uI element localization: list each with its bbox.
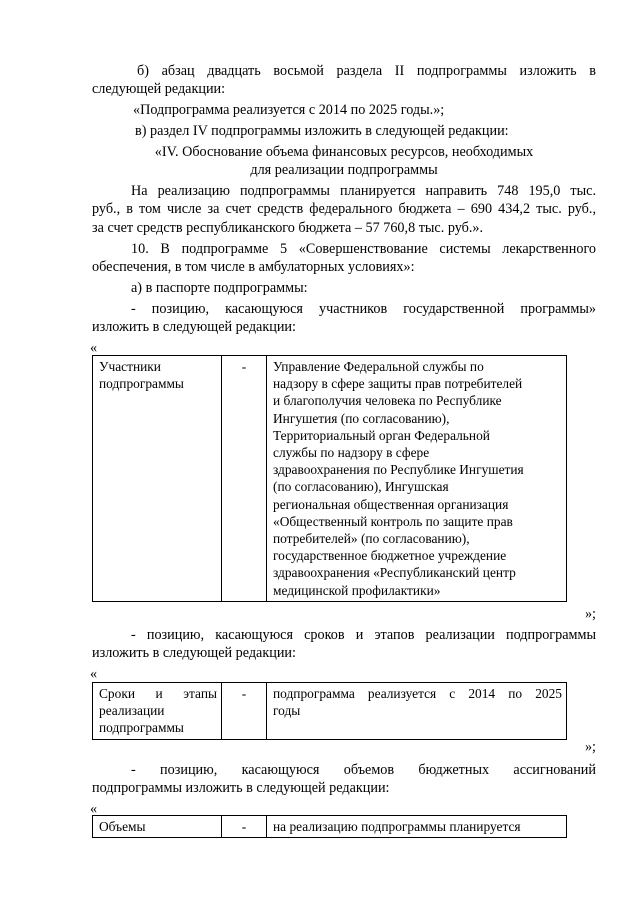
paragraph-line: - позицию, касающуюся участников государственной программы» — [131, 301, 596, 317]
passport-table-volumes — [92, 815, 567, 838]
open-quote: « — [90, 340, 98, 356]
table-cell-text: подпрограмма реализуется с 2014 по 2025 годы — [267, 683, 567, 740]
paragraph-line: а) в паспорте подпрограммы: — [131, 280, 308, 296]
passport-table-terms — [92, 682, 567, 740]
paragraph-line: изложить в следующей редакции: — [92, 645, 296, 661]
table-cell-label: Сроки и этапы реализации подпрограммы — [93, 683, 222, 740]
table-row — [93, 356, 567, 602]
table-cell-text: на реализацию подпрограммы планируется — [267, 816, 567, 838]
paragraph-line: б) абзац двадцать восьмой раздела II подпрограммы изложить в — [137, 63, 596, 79]
open-quote: « — [90, 666, 98, 682]
table-row — [93, 816, 567, 838]
open-quote: « — [90, 801, 98, 817]
paragraph-line: руб., в том числе за счет средств федерального бюджета – 690 434,2 тыс. руб., — [92, 201, 596, 217]
table-row — [93, 683, 567, 740]
close-quote: »; — [584, 606, 596, 622]
paragraph-line: изложить в следующей редакции: — [92, 319, 296, 335]
table-cell-dash: - — [222, 816, 267, 838]
quoted-text: «Подпрограмма реализуется с 2014 по 2025 годы.»; — [133, 102, 445, 118]
paragraph-line: На реализацию подпрограммы планируется направить 748 195,0 тыс. — [131, 183, 596, 199]
close-quote: »; — [584, 739, 596, 755]
table-cell-dash: - — [222, 356, 267, 602]
table-cell-dash: - — [222, 683, 267, 740]
paragraph-line: - позицию, касающуюся сроков и этапов реализации подпрограммы — [131, 627, 596, 643]
passport-table-participants — [92, 355, 567, 602]
paragraph-line: за счет средств республиканского бюджета – 57 760,8 тыс. руб.». — [92, 220, 484, 236]
section-heading: «IV. Обоснование объема финансовых ресурсов, необходимых — [154, 144, 534, 160]
paragraph-line: обеспечения, в том числе в амбулаторных условиях»: — [92, 259, 415, 275]
table-cell-label: Участники подпрограммы — [93, 356, 222, 602]
paragraph-line: - позицию, касающуюся объемов бюджетных ассигнований — [131, 762, 596, 778]
paragraph-line: следующей редакции: — [92, 81, 226, 97]
paragraph-line: подпрограммы изложить в следующей редакции: — [92, 780, 390, 796]
table-cell-text: Управление Федеральной службы по надзору в сфере защиты прав потребителей и благополучия человека по Республике Ингушетия (по согласованию), Территориальный орган Федеральной службы по надзору в сфере здравоохранения по Республике Ингушетия (по согласованию), Ингушская региональная общественная организация «Общественный контроль по защите прав потребителей» (по согласованию), государственное бюджетное учреждение здравоохранения «Республиканский центр медицинской профилактики» — [267, 356, 567, 602]
paragraph-line: 10. В подпрограмме 5 «Совершенствование системы лекарственного — [131, 241, 596, 257]
table-cell-label: Объемы — [93, 816, 222, 838]
section-heading: для реализации подпрограммы — [250, 162, 438, 178]
paragraph-line: в) раздел IV подпрограммы изложить в следующей редакции: — [135, 123, 509, 139]
